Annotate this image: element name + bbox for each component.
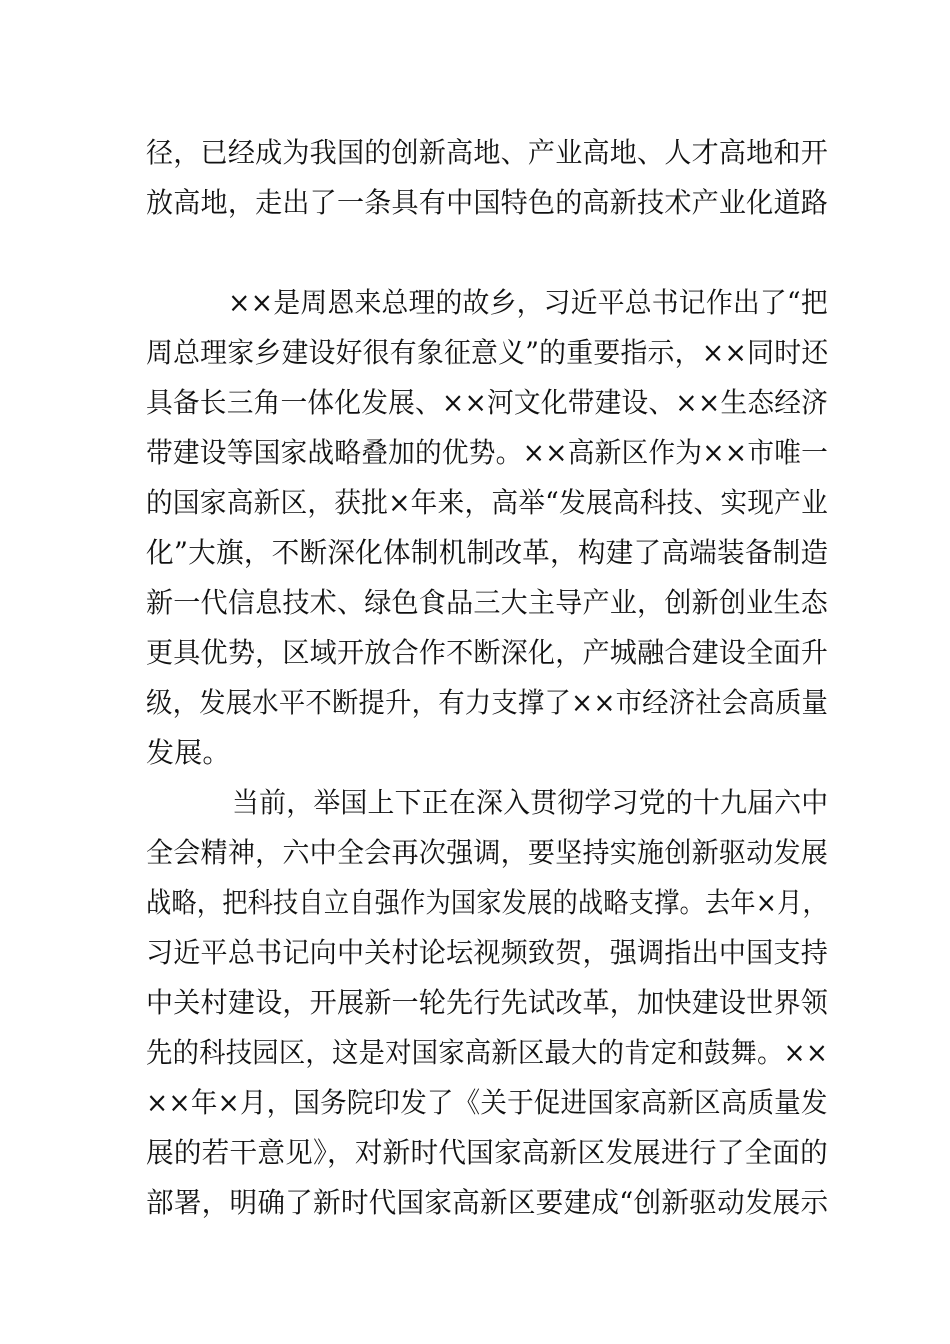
text-line: ××是周恩来总理的故乡，习近平总书记作出了“把 bbox=[228, 286, 828, 319]
text-line: 部署，明确了新时代国家高新区要建成“创新驱动发展示 bbox=[146, 1186, 829, 1219]
text-line: 周总理家乡建设好很有象征意义”的重要指示，××同时还 bbox=[146, 336, 829, 369]
text-line: 化”大旗，不断深化体制机制改革，构建了高端装备制造 bbox=[146, 536, 829, 569]
text-line: 习近平总书记向中关村论坛视频致贺，强调指出中国支持 bbox=[146, 936, 829, 969]
text-line: 径，已经成为我国的创新高地、产业高地、人才高地和开 bbox=[146, 136, 829, 169]
text-line: 的国家高新区，获批×年来，高举“发展高科技、实现产业 bbox=[146, 486, 828, 519]
text-line: 先的科技园区，这是对国家高新区最大的肯定和鼓舞。×× bbox=[146, 1036, 829, 1069]
text-line: 级，发展水平不断提升，有力支撑了××市经济社会高质量 bbox=[146, 686, 829, 719]
text-line: 更具优势，区域开放合作不断深化，产城融合建设全面升 bbox=[146, 636, 829, 669]
text-line: ××年×月，国务院印发了《关于促进国家高新区高质量发 bbox=[146, 1086, 828, 1119]
text-line: 带建设等国家战略叠加的优势。××高新区作为××市唯一 bbox=[146, 436, 829, 469]
text-line: 新一代信息技术、绿色食品三大主导产业，创新创业生态 bbox=[146, 586, 829, 619]
text-line: 中关村建设，开展新一轮先行先试改革，加快建设世界领 bbox=[146, 986, 829, 1019]
text-line: 发展。 bbox=[146, 736, 231, 769]
text-line: 具备长三角一体化发展、××河文化带建设、××生态经济 bbox=[146, 386, 829, 419]
text-line: 放高地，走出了一条具有中国特色的高新技术产业化道路 bbox=[146, 186, 829, 219]
text-line: 战略，把科技自立自强作为国家发展的战略支撑。去年×月， bbox=[146, 886, 828, 919]
text-line: 当前，举国上下正在深入贯彻学习党的十九届六中 bbox=[232, 786, 829, 819]
text-line: 全会精神，六中全会再次强调，要坚持实施创新驱动发展 bbox=[146, 836, 829, 869]
text-line: 展的若干意见》，对新时代国家高新区发展进行了全面的 bbox=[146, 1136, 829, 1169]
